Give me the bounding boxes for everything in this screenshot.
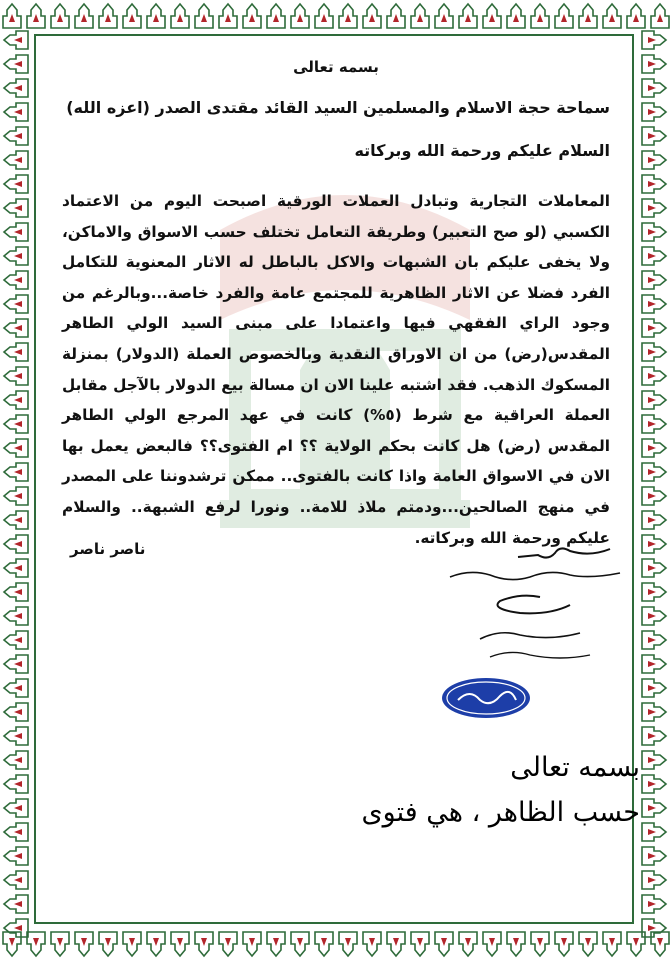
letter-greeting: السلام عليكم ورحمة الله وبركاته: [354, 141, 610, 160]
border-motif: [195, 4, 213, 28]
border-motif: [642, 127, 666, 145]
border-motif: [4, 919, 28, 937]
border-motif: [642, 319, 666, 337]
border-motif: [555, 932, 573, 956]
border-motif: [579, 932, 597, 956]
border-motif: [642, 895, 666, 913]
border-motif: [219, 4, 237, 28]
border-motif: [4, 439, 28, 457]
border-motif: [642, 79, 666, 97]
border-motif: [642, 847, 666, 865]
border-motif: [4, 535, 28, 553]
reply-block: [350, 752, 640, 828]
border-motif: [642, 775, 666, 793]
border-motif: [387, 4, 405, 28]
border-motif: [642, 439, 666, 457]
ornamental-border-left: [0, 0, 34, 960]
border-motif: [4, 463, 28, 481]
border-motif: [4, 415, 28, 433]
border-motif: [642, 271, 666, 289]
border-motif: [123, 4, 141, 28]
border-motif: [4, 607, 28, 625]
border-motif: [363, 4, 381, 28]
border-motif: [579, 4, 597, 28]
border-motif: [195, 932, 213, 956]
border-motif: [642, 655, 666, 673]
border-motif: [642, 607, 666, 625]
border-motif: [642, 919, 666, 937]
border-motif: [4, 775, 28, 793]
ornamental-border-top: [0, 0, 670, 34]
border-motif: [4, 391, 28, 409]
border-motif: [171, 932, 189, 956]
border-motif: [642, 175, 666, 193]
border-motif: [4, 799, 28, 817]
border-motif: [123, 932, 141, 956]
border-motif: [642, 631, 666, 649]
letter-content: [62, 58, 610, 553]
border-motif: [603, 932, 621, 956]
border-motif: [642, 103, 666, 121]
border-motif: [4, 631, 28, 649]
border-motif: [4, 343, 28, 361]
border-motif: [4, 871, 28, 889]
border-motif: [4, 151, 28, 169]
border-motif: [603, 4, 621, 28]
border-motif: [642, 55, 666, 73]
border-motif: [642, 463, 666, 481]
border-motif: [642, 391, 666, 409]
border-motif: [642, 727, 666, 745]
border-motif: [4, 103, 28, 121]
border-motif: [4, 319, 28, 337]
ornamental-border-right: [636, 0, 670, 960]
letter-heading: بسمه تعالى: [293, 58, 379, 76]
border-motif: [642, 703, 666, 721]
border-motif: [642, 799, 666, 817]
border-motif: [435, 932, 453, 956]
border-motif: [411, 932, 429, 956]
border-motif: [642, 151, 666, 169]
reply-heading: بسمه تعالى: [510, 752, 640, 783]
border-motif: [642, 247, 666, 265]
border-motif: [267, 932, 285, 956]
border-motif: [339, 932, 357, 956]
border-motif: [4, 295, 28, 313]
border-motif: [4, 679, 28, 697]
border-motif: [4, 703, 28, 721]
border-motif: [339, 4, 357, 28]
border-motif: [459, 932, 477, 956]
border-motif: [642, 679, 666, 697]
border-motif: [387, 932, 405, 956]
border-motif: [267, 4, 285, 28]
border-motif: [531, 4, 549, 28]
border-motif: [642, 415, 666, 433]
ornamental-border-bottom: [0, 926, 670, 960]
border-motif: [51, 932, 69, 956]
border-motif: [4, 127, 28, 145]
border-motif: [4, 31, 28, 49]
border-motif: [642, 559, 666, 577]
border-motif: [4, 199, 28, 217]
border-motif: [171, 4, 189, 28]
border-motif: [4, 847, 28, 865]
border-motif: [147, 932, 165, 956]
border-motif: [642, 295, 666, 313]
border-motif: [315, 932, 333, 956]
border-motif: [4, 271, 28, 289]
border-motif: [4, 487, 28, 505]
border-motif: [315, 4, 333, 28]
border-motif: [555, 4, 573, 28]
border-motif: [642, 487, 666, 505]
border-motif: [507, 4, 525, 28]
border-motif: [642, 871, 666, 889]
border-motif: [363, 932, 381, 956]
border-motif: [4, 223, 28, 241]
border-motif: [4, 175, 28, 193]
border-motif: [4, 559, 28, 577]
border-motif: [642, 751, 666, 769]
border-motif: [243, 4, 261, 28]
border-motif: [642, 31, 666, 49]
border-motif: [642, 223, 666, 241]
border-motif: [642, 823, 666, 841]
border-motif: [219, 932, 237, 956]
border-motif: [4, 655, 28, 673]
signer-name: ناصر ناصر: [70, 540, 146, 558]
border-motif: [483, 4, 501, 28]
border-motif: [291, 932, 309, 956]
border-motif: [642, 583, 666, 601]
border-motif: [4, 751, 28, 769]
border-motif: [4, 247, 28, 265]
border-motif: [4, 511, 28, 529]
border-motif: [4, 583, 28, 601]
letter-addressee: سماحة حجة الاسلام والمسلمين السيد القائد مقتدى الصدر (اعزه الله): [66, 98, 610, 117]
border-motif: [99, 4, 117, 28]
border-motif: [147, 4, 165, 28]
border-motif: [4, 55, 28, 73]
border-motif: [75, 932, 93, 956]
border-motif: [4, 367, 28, 385]
border-motif: [507, 932, 525, 956]
border-motif: [51, 4, 69, 28]
border-motif: [4, 895, 28, 913]
border-motif: [411, 4, 429, 28]
border-motif: [4, 823, 28, 841]
border-motif: [435, 4, 453, 28]
reply-text: حسب الظاهر ، هي فتوى: [361, 797, 640, 828]
border-motif: [243, 932, 261, 956]
border-motif: [642, 535, 666, 553]
border-motif: [642, 367, 666, 385]
border-motif: [75, 4, 93, 28]
border-motif: [642, 511, 666, 529]
letter-body: المعاملات التجارية وتبادل العملات الورقية اصبحت اليوم من الاعتماد الكسبي (لو صح التعبير) وطريقة التعامل تختلف حسب الاسواق والاماكن، ولا يخفى عليكم بان الشبهات والاكل بالباطل له الاثار المعنوية للتكامل الفرد فضلا عن الاثار الظاهرية للمجتمع عامة والفرد خاصة...وبالرغم من وجود الراي الفقهي فيها واعتمادا على مبنى السيد الولي الطاهر المقدس(رض) من ان الاوراق النقدية وبالخصوص العملة (الدولار) بمنزلة المسكوك الذهب. فقد اشتبه علينا الان ان مسالة بيع الدولار بالآجل مقابل العملة العراقية مع شرط (٥%) كانت في عهد المرجع الولي الطاهر المقدس (رض) هل كانت بحكم الولاية ؟؟ ام الفتوى؟؟ فالبعض يعمل بها الان في الاسواق العامة واذا كانت بالفتوى.. ممكن ترشدوننا على المصدر في منهج الصالحين...ودمتم ملاذ للامة.. ونورا لرفع الشبهة.. والسلام عليكم ورحمة الله وبركاته.: [62, 192, 610, 547]
border-motif: [99, 932, 117, 956]
border-motif: [483, 932, 501, 956]
border-motif: [642, 343, 666, 361]
border-motif: [459, 4, 477, 28]
border-motif: [4, 727, 28, 745]
blue-seal-stamp: [440, 676, 532, 720]
border-motif: [4, 79, 28, 97]
border-motif: [642, 199, 666, 217]
border-motif: [291, 4, 309, 28]
border-motif: [531, 932, 549, 956]
